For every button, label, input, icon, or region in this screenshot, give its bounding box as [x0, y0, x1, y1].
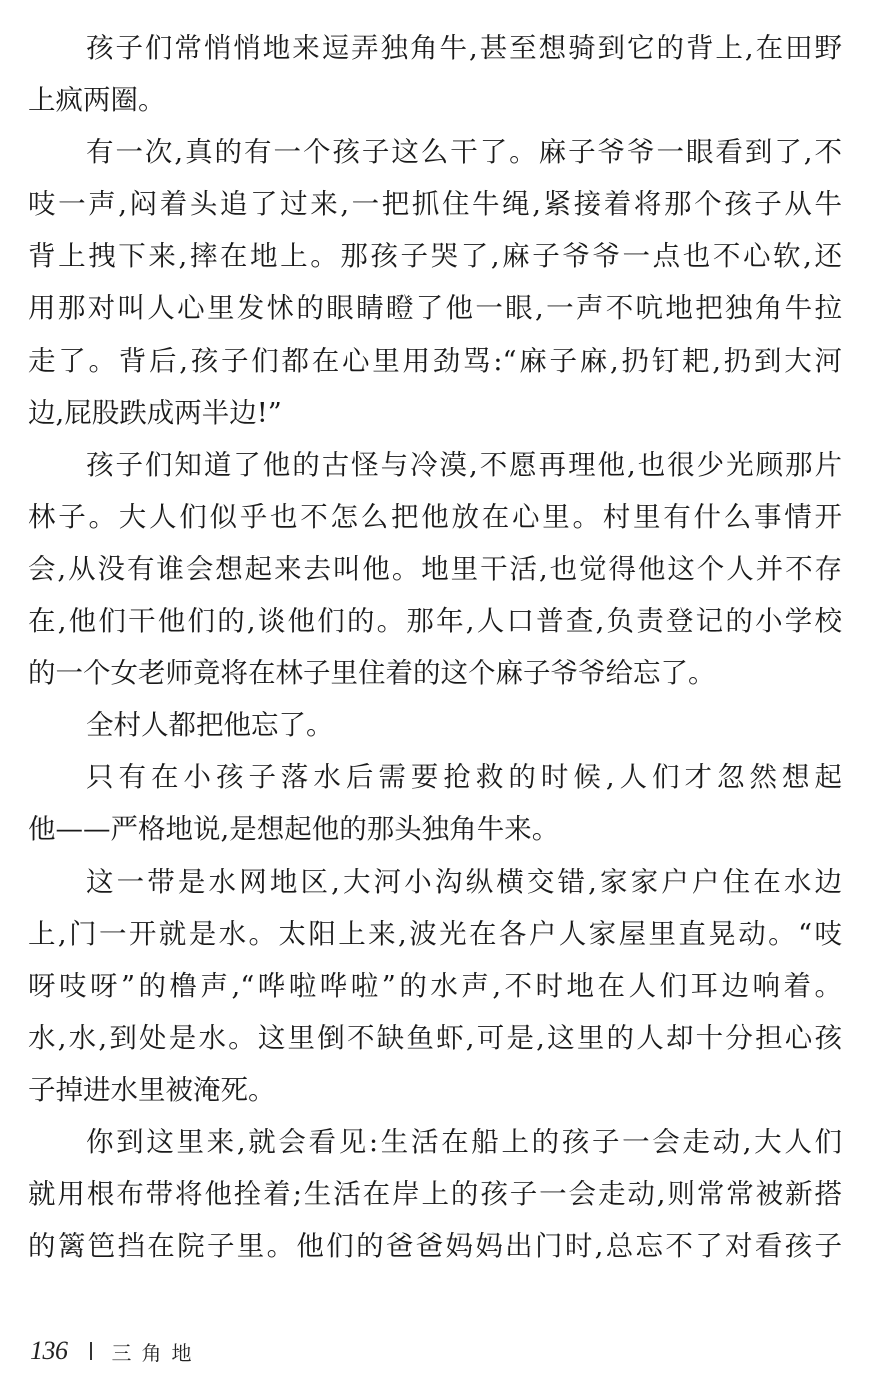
page-body — [28, 22, 842, 1272]
page-number: 136 — [30, 1336, 68, 1365]
paragraph — [28, 126, 842, 439]
paragraph — [28, 22, 842, 126]
paragraph — [28, 1116, 842, 1272]
text-line: 的一个女老师竟将在林子里住着的这个麻子爷爷给忘了。 — [28, 657, 716, 690]
text-line: 你到这里来,就会看见:生活在船上的孩子一会走动,大人们 — [86, 1125, 842, 1158]
text-line: 在,他们干他们的,谈他们的。那年,人口普查,负责登记的小学校 — [28, 605, 842, 638]
text-line: 水,水,到处是水。这里倒不缺鱼虾,可是,这里的人却十分担心孩 — [28, 1021, 842, 1054]
footer-separator — [90, 1342, 92, 1360]
text-line: 孩子们知道了他的古怪与冷漠,不愿再理他,也很少光顾那片 — [86, 448, 842, 481]
text-line: 孩子们常悄悄地来逗弄独角牛,甚至想骑到它的背上,在田野 — [86, 32, 842, 64]
text-line: 这一带是水网地区,大河小沟纵横交错,家家户户住在水边 — [86, 865, 842, 898]
running-title: 三角地 — [111, 1340, 202, 1365]
text-line: 林子。大人们似乎也不怎么把他放在心里。村里有什么事情开 — [28, 500, 842, 533]
text-line: 背上拽下来,摔在地上。那孩子哭了,麻子爷爷一点也不心软,还 — [28, 240, 842, 273]
text-line: 走了。背后,孩子们都在心里用劲骂:“麻子麻,扔钉耙,扔到大河 — [28, 344, 842, 377]
text-line: 呀吱呀”的橹声,“哗啦哗啦”的水声,不时地在人们耳边响着。 — [28, 969, 842, 1002]
paragraph — [28, 856, 842, 1116]
text-line: 只有在小孩子落水后需要抢救的时候,人们才忽然想起 — [86, 761, 842, 794]
text-line: 全村人都把他忘了。 — [86, 709, 334, 742]
paragraph — [28, 439, 842, 699]
text-line: 就用根布带将他拴着;生活在岸上的孩子一会走动,则常常被新搭 — [28, 1178, 842, 1211]
paragraph — [28, 751, 842, 855]
text-line: 有一次,真的有一个孩子这么干了。麻子爷爷一眼看到了,不 — [86, 136, 842, 169]
text-line: 会,从没有谁会想起来去叫他。地里干活,也觉得他这个人并不存 — [28, 552, 842, 585]
text-line: 子掉进水里被淹死。 — [28, 1073, 276, 1106]
text-line: 用那对叫人心里发怵的眼睛瞪了他一眼,一声不吭地把独角牛拉 — [28, 292, 842, 325]
text-line: 的篱笆挡在院子里。他们的爸爸妈妈出门时,总忘不了对看孩子 — [28, 1230, 842, 1263]
text-line: 边,屁股跌成两半边!” — [28, 396, 282, 429]
text-line: 他——严格地说,是想起他的那头独角牛来。 — [28, 813, 560, 846]
text-line: 上疯两圈。 — [28, 84, 166, 117]
text-line: 上,门一开就是水。太阳上来,波光在各户人家屋里直晃动。“吱 — [28, 917, 842, 950]
text-line: 吱一声,闷着头追了过来,一把抓住牛绳,紧接着将那个孩子从牛 — [28, 188, 842, 221]
page-footer — [30, 1334, 202, 1368]
paragraph — [28, 699, 842, 751]
